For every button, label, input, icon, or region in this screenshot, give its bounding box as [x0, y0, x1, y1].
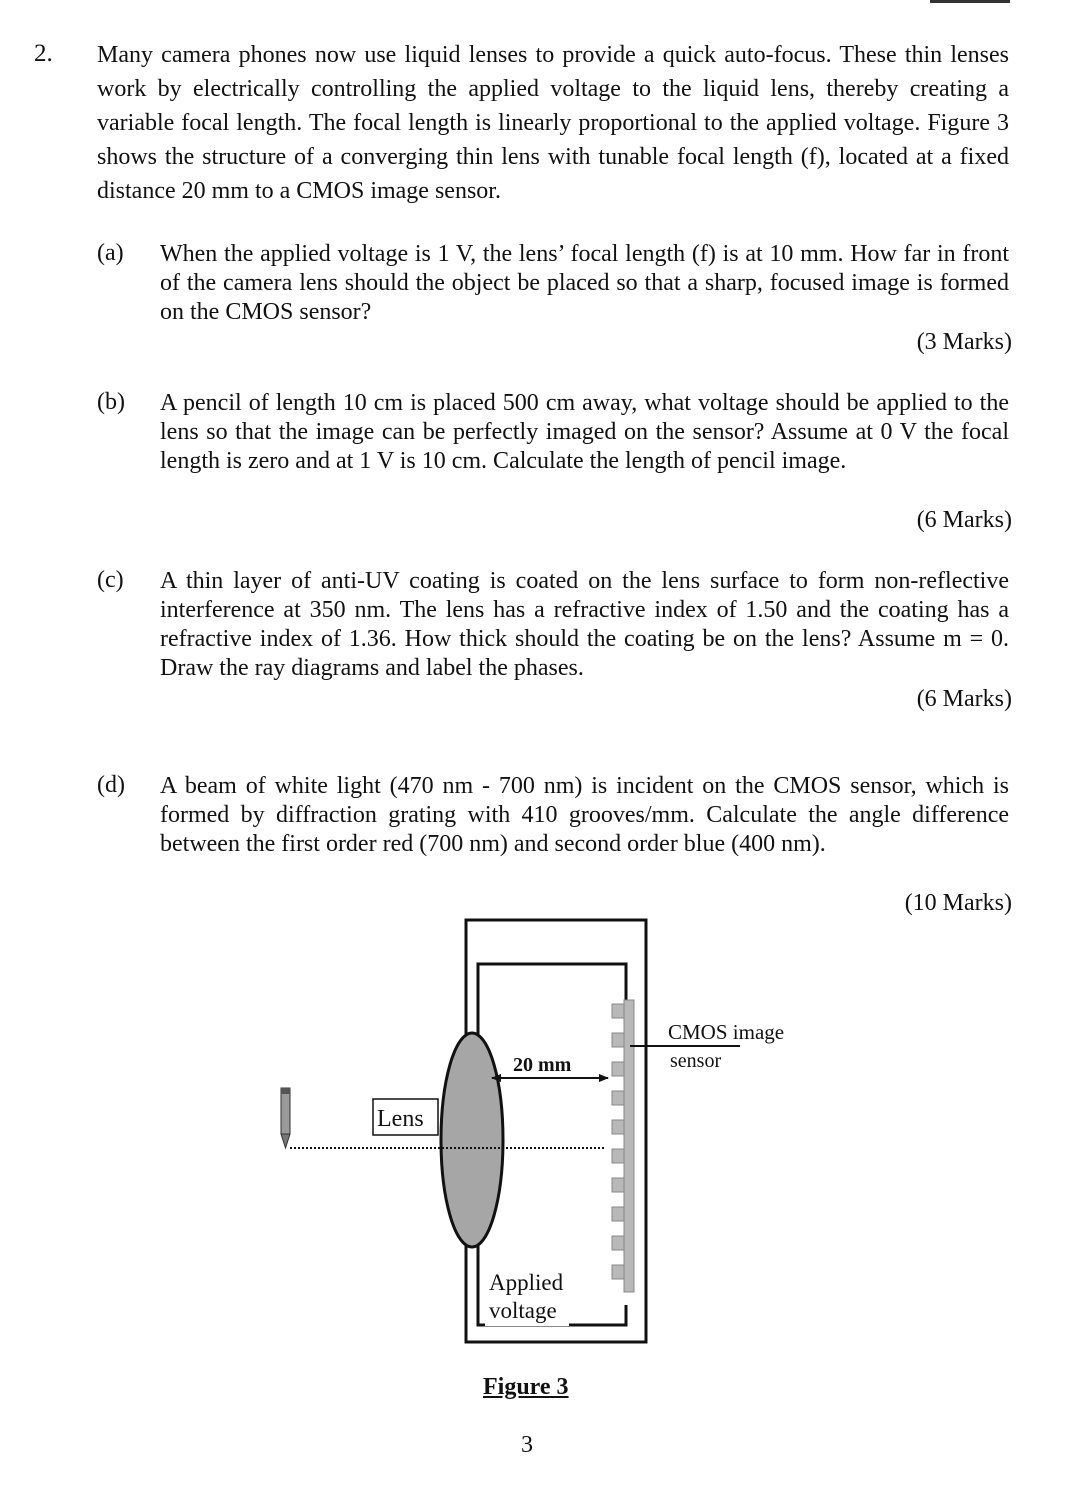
part-a-text: When the applied voltage is 1 V, the lens’ focal length (f) is at 10 mm. How far in front of the camera lens should the object be placed so that a sharp, focused image is formed on the CMOS sensor? — [160, 241, 1009, 325]
part-d-label: (d) — [97, 772, 125, 798]
voltage-label-line2: voltage — [489, 1298, 557, 1323]
page-number: 3 — [521, 1432, 533, 1458]
question-intro: Many camera phones now use liquid lenses to provide a quick auto-focus. These thin lenses work by electrically controlling the applied voltage to the liquid lens, thereby creating a variable focal length. The focal length is linearly proportional to the applied voltage. Figure 3 shows the structure of a converging thin lens with tunable focal length (f), located at a fixed distance 20 mm to a CMOS image sensor. — [97, 42, 1009, 204]
sensor-label-line1: CMOS image — [668, 1020, 785, 1044]
cmos-sensor — [612, 1000, 634, 1292]
part-b-label: (b) — [97, 389, 125, 415]
inner-circuit-wire — [478, 964, 626, 1048]
part-d-text: A beam of white light (470 nm - 700 nm) is incident on the CMOS sensor, which is formed by diffraction grating with 410 grooves/mm. Calculate the angle difference between the first order red (700 nm) and second order blue (400 nm). — [160, 773, 1009, 857]
part-a-label: (a) — [97, 240, 124, 266]
lens-label: Lens — [377, 1106, 424, 1132]
part-b-marks: (6 Marks) — [916, 507, 1012, 533]
figure-caption: Figure 3 — [483, 1374, 569, 1400]
part-d-marks: (10 Marks) — [904, 890, 1012, 916]
part-a-marks: (3 Marks) — [916, 329, 1012, 355]
part-b-text: A pencil of length 10 cm is placed 500 cm away, what voltage should be applied to the lens so that the image can be perfectly imaged on the sensor? Assume at 0 V the focal length is zero and at 1 V is 10 cm. Calculate the length of pencil image. — [160, 390, 1009, 474]
sensor-label-line2: sensor — [670, 1050, 722, 1072]
liquid-lens — [441, 1033, 503, 1247]
question-number: 2. — [34, 40, 53, 67]
voltage-label-line1: Applied — [489, 1270, 564, 1295]
part-c-marks: (6 Marks) — [916, 686, 1012, 712]
pencil-icon — [281, 1088, 290, 1148]
part-c-label: (c) — [97, 567, 124, 593]
part-c-text: A thin layer of anti-UV coating is coated on the lens surface to form non-reflective interference at 350 nm. The lens has a refractive index of 1.50 and the coating has a refractive index of 1.36. How thick should the coating be on the lens? Assume m = 0. Draw the ray diagrams and label the phases. — [160, 568, 1009, 681]
distance-label: 20 mm — [513, 1054, 572, 1076]
